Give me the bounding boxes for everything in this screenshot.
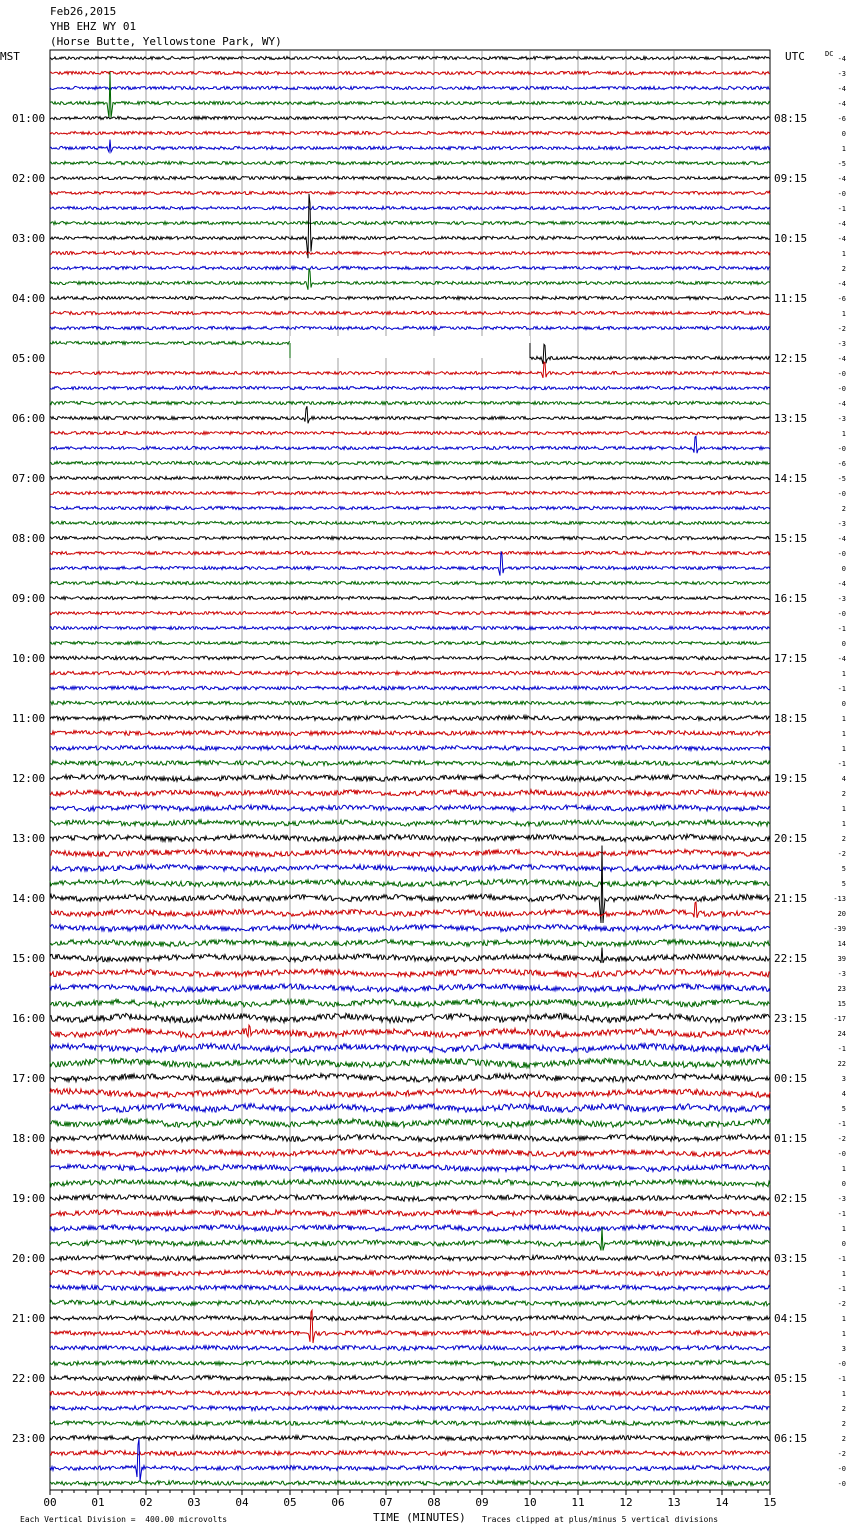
left-hour-label: 17:00 — [12, 1072, 46, 1085]
trace-row — [50, 436, 770, 453]
left-hour-label: 10:00 — [12, 652, 46, 665]
left-hour-label: 22:00 — [12, 1372, 46, 1385]
left-hour-label: 04:00 — [12, 292, 46, 305]
left-hour-label: 15:00 — [12, 952, 46, 965]
trace-row — [50, 924, 770, 931]
trace-row — [50, 341, 290, 344]
dc-offset-value: -4 — [837, 85, 846, 93]
dc-offset-value: 4 — [841, 775, 846, 783]
trace-row — [50, 1104, 770, 1113]
x-tick-label: 14 — [715, 1496, 729, 1509]
left-hour-label: 09:00 — [12, 592, 46, 605]
trace-row — [50, 206, 770, 209]
trace-row — [50, 1345, 770, 1350]
dc-offset-value: -6 — [837, 460, 846, 468]
trace-row — [50, 1195, 770, 1201]
dc-offset-value: 0 — [841, 565, 846, 573]
trace-row — [50, 849, 770, 856]
right-hour-label: 18:15 — [774, 712, 808, 725]
trace-row — [50, 1270, 770, 1276]
dc-offset-value: 0 — [841, 700, 846, 708]
right-hour-label: 14:15 — [774, 472, 808, 485]
trace-row — [50, 1420, 770, 1425]
right-hour-label: 04:15 — [774, 1312, 808, 1325]
left-timezone-label: MST — [0, 50, 20, 63]
x-tick-label: 13 — [667, 1496, 681, 1509]
clip-note: Traces clipped at plus/minus 5 vertical divisions — [482, 1515, 719, 1524]
dc-offset-value: 2 — [841, 790, 846, 798]
right-hour-label: 09:15 — [774, 172, 808, 185]
dc-offset-value: -1 — [837, 1285, 846, 1293]
left-hour-label: 14:00 — [12, 892, 46, 905]
dc-offset-value: -5 — [837, 160, 846, 168]
trace-row — [50, 1164, 770, 1171]
trace-row — [530, 344, 770, 364]
trace-row — [50, 506, 770, 509]
trace-row — [50, 790, 770, 796]
dc-offset-value: 1 — [841, 1225, 846, 1233]
trace-row — [50, 939, 770, 946]
left-hour-label: 06:00 — [12, 412, 46, 425]
left-hour-label: 08:00 — [12, 532, 46, 545]
recording-date: Feb26,2015 — [50, 5, 117, 18]
trace-row — [50, 476, 770, 479]
dc-offset-value: -4 — [837, 55, 846, 63]
trace-row — [50, 1439, 770, 1482]
dc-offset-value: -13 — [833, 895, 846, 903]
x-tick-label: 05 — [283, 1496, 297, 1509]
dc-offset-value: -0 — [837, 445, 846, 453]
right-hour-label: 02:15 — [774, 1192, 808, 1205]
right-hour-label: 13:15 — [774, 412, 808, 425]
right-hour-label: 12:15 — [774, 352, 808, 365]
station-location: (Horse Butte, Yellowstone Park, WY) — [50, 35, 282, 48]
dc-offset-value: -4 — [837, 535, 846, 543]
dc-offset-value: 0 — [841, 1240, 846, 1248]
right-hour-label: 22:15 — [774, 952, 808, 965]
dc-offset-value: 1 — [841, 670, 846, 678]
trace-row — [50, 551, 770, 575]
trace-row — [50, 406, 770, 423]
trace-row — [50, 268, 770, 289]
dc-offset-value: 5 — [841, 1105, 846, 1113]
x-tick-label: 01 — [91, 1496, 105, 1509]
dc-offset-value: 4 — [841, 1090, 846, 1098]
dc-offset-value: 1 — [841, 1165, 846, 1173]
dc-offset-value: 15 — [837, 1000, 846, 1008]
dc-offset-value: -5 — [837, 475, 846, 483]
x-tick-label: 10 — [523, 1496, 537, 1509]
trace-row — [50, 1119, 770, 1128]
dc-offset-value: 5 — [841, 880, 846, 888]
left-hour-label: 18:00 — [12, 1132, 46, 1145]
trace-row — [50, 1025, 770, 1038]
trace-row — [50, 1391, 770, 1396]
dc-offset-value: 24 — [837, 1030, 846, 1038]
right-timezone-label: UTC — [785, 50, 805, 63]
dc-offset-value: 39 — [837, 955, 846, 963]
dc-offset-value: -4 — [837, 100, 846, 108]
left-hour-label: 05:00 — [12, 352, 46, 365]
trace-row — [50, 116, 770, 119]
left-hour-label: 13:00 — [12, 832, 46, 845]
dc-offset-value: -3 — [837, 415, 846, 423]
dc-offset-value: 2 — [841, 1405, 846, 1413]
trace-row — [50, 521, 770, 524]
dc-offset-value: 20 — [837, 910, 846, 918]
x-tick-label: 06 — [331, 1496, 345, 1509]
right-hour-label: 00:15 — [774, 1072, 808, 1085]
trace-row — [50, 194, 770, 258]
trace-row — [50, 746, 770, 751]
trace-row — [50, 131, 770, 134]
dc-offset-value: -1 — [837, 205, 846, 213]
trace-row — [50, 716, 770, 721]
dc-offset-value: 22 — [837, 1060, 846, 1068]
left-hour-label: 02:00 — [12, 172, 46, 185]
dc-offset-header: DC — [825, 50, 834, 58]
dc-offset-value: 0 — [841, 1180, 846, 1188]
right-hour-label: 08:15 — [774, 112, 808, 125]
dc-offset-value: -0 — [837, 1360, 846, 1368]
trace-row — [50, 362, 770, 378]
dc-offset-value: 1 — [841, 145, 846, 153]
trace-row — [50, 1406, 770, 1411]
trace-row — [50, 775, 770, 781]
dc-offset-value: -17 — [833, 1015, 846, 1023]
left-hour-label: 03:00 — [12, 232, 46, 245]
dc-offset-value: -0 — [837, 1465, 846, 1473]
x-tick-label: 02 — [139, 1496, 153, 1509]
dc-offset-value: 5 — [841, 865, 846, 873]
dc-offset-value: -1 — [837, 1210, 846, 1218]
trace-row — [50, 686, 770, 690]
dc-offset-value: -1 — [837, 760, 846, 768]
dc-offset-value: 14 — [837, 940, 846, 948]
data-gap — [290, 336, 530, 358]
trace-row — [50, 311, 770, 314]
trace-row — [50, 984, 770, 992]
dc-offset-value: -2 — [837, 1300, 846, 1308]
x-tick-label: 12 — [619, 1496, 633, 1509]
left-hour-label: 12:00 — [12, 772, 46, 785]
x-tick-label: 00 — [43, 1496, 57, 1509]
trace-row — [50, 1013, 770, 1022]
trace-row — [50, 1376, 770, 1381]
trace-row — [50, 731, 770, 736]
dc-offset-value: -1 — [837, 625, 846, 633]
right-hour-label: 11:15 — [774, 292, 808, 305]
trace-row — [50, 1316, 770, 1321]
dc-offset-value: -2 — [837, 1135, 846, 1143]
right-hour-label: 20:15 — [774, 832, 808, 845]
dc-offset-value: -3 — [837, 340, 846, 348]
trace-row — [50, 969, 770, 977]
dc-offset-value: 1 — [841, 820, 846, 828]
trace-row — [50, 251, 770, 254]
trace-row — [50, 1058, 770, 1067]
right-hour-label: 23:15 — [774, 1012, 808, 1025]
dc-offset-value: -0 — [837, 385, 846, 393]
dc-offset-value: -4 — [837, 220, 846, 228]
trace-row — [50, 1074, 770, 1083]
dc-offset-value: 0 — [841, 640, 846, 648]
trace-row — [50, 221, 770, 224]
dc-offset-value: 1 — [841, 1390, 846, 1398]
trace-row — [50, 71, 770, 74]
right-hour-label: 03:15 — [774, 1252, 808, 1265]
right-hour-label: 17:15 — [774, 652, 808, 665]
dc-offset-value: -3 — [837, 970, 846, 978]
dc-offset-value: 2 — [841, 1420, 846, 1428]
left-hour-label: 23:00 — [12, 1432, 46, 1445]
trace-row — [50, 176, 770, 179]
trace-row — [50, 266, 770, 269]
trace-row — [50, 1043, 770, 1052]
trace-row — [50, 1089, 770, 1098]
trace-row — [50, 1227, 770, 1250]
dc-offset-value: -39 — [833, 925, 846, 933]
trace-row — [50, 1436, 770, 1441]
left-hour-label: 01:00 — [12, 112, 46, 125]
trace-row — [50, 864, 770, 871]
trace-row — [50, 1134, 770, 1141]
trace-row — [50, 56, 770, 59]
dc-offset-value: -3 — [837, 1195, 846, 1203]
trace-row — [50, 701, 770, 705]
trace-row — [50, 1225, 770, 1231]
dc-offset-value: -1 — [837, 1255, 846, 1263]
dc-offset-value: -3 — [837, 595, 846, 603]
trace-row — [50, 491, 770, 494]
dc-offset-value: -1 — [837, 685, 846, 693]
dc-offset-value: -4 — [837, 400, 846, 408]
dc-offset-value: 2 — [841, 835, 846, 843]
dc-offset-value: -2 — [837, 1450, 846, 1458]
trace-row — [50, 1149, 770, 1156]
dc-offset-value: 0 — [841, 130, 846, 138]
dc-offset-value: 1 — [841, 430, 846, 438]
trace-row — [50, 191, 770, 194]
dc-offset-value: -3 — [837, 520, 846, 528]
trace-row — [50, 1310, 770, 1343]
trace-row — [50, 296, 770, 299]
dc-offset-value: 3 — [841, 1345, 846, 1353]
trace-row — [50, 948, 770, 964]
trace-row — [50, 1481, 770, 1486]
trace-row — [50, 1210, 770, 1216]
trace-row — [50, 581, 770, 584]
trace-row — [50, 431, 770, 434]
x-tick-label: 03 — [187, 1496, 201, 1509]
x-tick-label: 09 — [475, 1496, 489, 1509]
left-hour-label: 19:00 — [12, 1192, 46, 1205]
trace-row — [50, 761, 770, 766]
right-hour-label: 05:15 — [774, 1372, 808, 1385]
trace-row — [50, 386, 770, 389]
dc-offset-value: -0 — [837, 610, 846, 618]
trace-row — [50, 656, 770, 660]
dc-offset-value: -1 — [837, 1045, 846, 1053]
trace-row — [50, 140, 770, 152]
trace-row — [50, 1300, 770, 1306]
station-code: YHB EHZ WY 01 — [50, 20, 137, 33]
trace-row — [50, 461, 770, 464]
trace-row — [50, 641, 770, 644]
dc-offset-value: 1 — [841, 1270, 846, 1278]
left-hour-label: 11:00 — [12, 712, 46, 725]
dc-offset-value: 2 — [841, 505, 846, 513]
dc-offset-value: 1 — [841, 250, 846, 258]
dc-offset-value: 2 — [841, 1435, 846, 1443]
trace-row — [50, 86, 770, 89]
right-hour-label: 21:15 — [774, 892, 808, 905]
dc-offset-value: 2 — [841, 265, 846, 273]
dc-offset-value: -1 — [837, 1120, 846, 1128]
dc-offset-value: 1 — [841, 730, 846, 738]
right-hour-label: 10:15 — [774, 232, 808, 245]
trace-row — [50, 999, 770, 1007]
dc-offset-value: -4 — [837, 355, 846, 363]
trace-row — [50, 1179, 770, 1186]
dc-offset-value: -2 — [837, 850, 846, 858]
trace-row — [50, 551, 770, 554]
dc-offset-value: -0 — [837, 1150, 846, 1158]
left-hour-label: 20:00 — [12, 1252, 46, 1265]
dc-offset-value: -4 — [837, 175, 846, 183]
dc-offset-value: -4 — [837, 280, 846, 288]
dc-offset-value: -0 — [837, 370, 846, 378]
trace-row — [50, 161, 770, 164]
dc-offset-value: -6 — [837, 295, 846, 303]
right-hour-label: 06:15 — [774, 1432, 808, 1445]
x-tick-label: 04 — [235, 1496, 249, 1509]
dc-offset-value: -2 — [837, 325, 846, 333]
trace-row — [50, 536, 770, 539]
dc-offset-value: 23 — [837, 985, 846, 993]
right-hour-label: 19:15 — [774, 772, 808, 785]
x-tick-label: 15 — [763, 1496, 777, 1509]
left-hour-label: 16:00 — [12, 1012, 46, 1025]
dc-offset-value: -4 — [837, 235, 846, 243]
right-hour-label: 01:15 — [774, 1132, 808, 1145]
trace-row — [50, 611, 770, 614]
trace-row — [50, 671, 770, 675]
dc-offset-value: -4 — [837, 655, 846, 663]
trace-row — [50, 834, 770, 841]
trace-row — [50, 805, 770, 811]
dc-offset-value: -0 — [837, 490, 846, 498]
dc-offset-value: -4 — [837, 580, 846, 588]
trace-row — [50, 1361, 770, 1366]
trace-row — [50, 596, 770, 599]
dc-offset-value: -0 — [837, 550, 846, 558]
dc-offset-value: 1 — [841, 310, 846, 318]
trace-row — [50, 401, 770, 404]
dc-offset-value: -1 — [837, 1375, 846, 1383]
left-hour-label: 07:00 — [12, 472, 46, 485]
trace-row — [50, 1451, 770, 1456]
trace-row — [50, 326, 770, 329]
trace-row — [50, 879, 770, 886]
x-tick-label: 11 — [571, 1496, 585, 1509]
right-hour-label: 16:15 — [774, 592, 808, 605]
scale-note: Each Vertical Division = 400.00 microvolts — [20, 1515, 228, 1524]
left-hour-label: 21:00 — [12, 1312, 46, 1325]
trace-row — [50, 1255, 770, 1261]
dc-offset-value: -0 — [837, 1480, 846, 1488]
x-tick-label: 08 — [427, 1496, 441, 1509]
dc-offset-value: 1 — [841, 715, 846, 723]
trace-row — [50, 1285, 770, 1291]
trace-row — [50, 902, 770, 918]
right-hour-label: 15:15 — [774, 532, 808, 545]
trace-row — [50, 626, 770, 629]
dc-offset-value: 1 — [841, 1315, 846, 1323]
dc-offset-value: 1 — [841, 745, 846, 753]
dc-offset-value: 1 — [841, 1330, 846, 1338]
dc-offset-value: 3 — [841, 1075, 846, 1083]
trace-row — [50, 72, 770, 119]
dc-offset-value: -6 — [837, 115, 846, 123]
x-tick-label: 07 — [379, 1496, 393, 1509]
dc-offset-value: 1 — [841, 805, 846, 813]
trace-row — [50, 820, 770, 826]
dc-offset-value: -3 — [837, 70, 846, 78]
dc-offset-value: -0 — [837, 190, 846, 198]
x-axis-title: TIME (MINUTES) — [373, 1511, 466, 1524]
